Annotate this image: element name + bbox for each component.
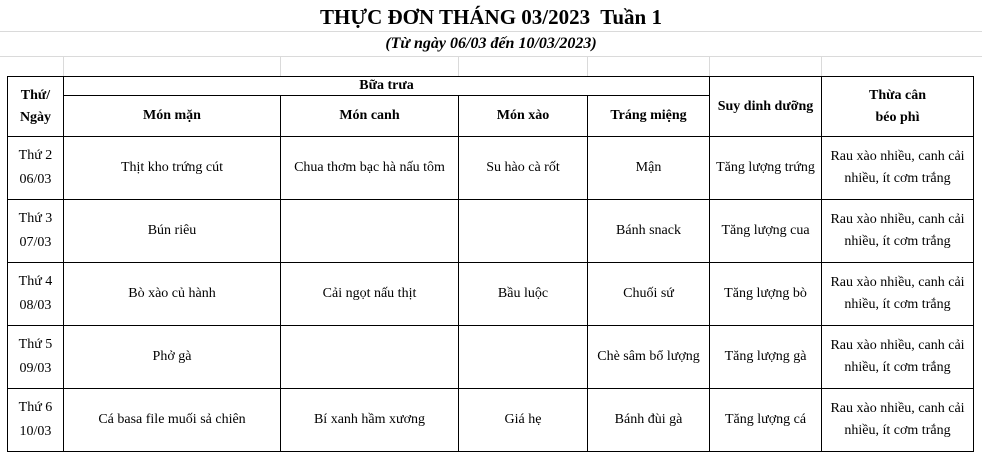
main-dish-header: Món mặn xyxy=(64,96,281,137)
overweight-line1: Rau xào nhiều, canh cải xyxy=(830,401,965,416)
overweight-header-line2: béo phì xyxy=(875,109,920,125)
overweight-cell xyxy=(822,137,974,200)
main-dish-cell: Cá basa file muối sả chiên xyxy=(64,389,281,452)
day-header-line2: Ngày xyxy=(19,109,52,125)
dessert-cell: Bánh snack xyxy=(588,200,710,263)
table-row xyxy=(8,389,974,452)
day-cell xyxy=(8,137,64,200)
stir-fry-header: Món xào xyxy=(459,96,588,137)
overweight-cell xyxy=(822,389,974,452)
dessert-cell: Chè sâm bổ lượng xyxy=(588,326,710,389)
overweight-line1: Rau xào nhiều, canh cải xyxy=(830,149,965,164)
day-cell xyxy=(8,326,64,389)
weekly-menu-table xyxy=(7,76,974,452)
day-header xyxy=(8,77,64,137)
main-dish-cell: Bún riêu xyxy=(64,200,281,263)
stir-fry-cell: Giá hẹ xyxy=(459,389,588,452)
overweight-line1: Rau xào nhiều, canh cải xyxy=(830,212,965,227)
stir-fry-cell xyxy=(459,326,588,389)
day-date: 06/03 xyxy=(19,172,52,187)
day-date: 07/03 xyxy=(19,235,52,250)
malnutrition-header: Suy dinh dưỡng xyxy=(710,77,822,137)
main-dish-cell: Phở gà xyxy=(64,326,281,389)
day-cell xyxy=(8,200,64,263)
overweight-cell xyxy=(822,326,974,389)
overweight-line2: nhiều, ít cơm trắng xyxy=(844,423,951,438)
malnutrition-cell: Tăng lượng trứng xyxy=(710,137,822,200)
malnutrition-cell: Tăng lượng bò xyxy=(710,263,822,326)
stir-fry-cell: Su hào cà rốt xyxy=(459,137,588,200)
soup-cell: Cải ngọt nấu thịt xyxy=(281,263,459,326)
dessert-cell: Chuối sứ xyxy=(588,263,710,326)
main-dish-cell: Thịt kho trứng cút xyxy=(64,137,281,200)
soup-cell: Chua thơm bạc hà nấu tôm xyxy=(281,137,459,200)
overweight-cell xyxy=(822,263,974,326)
soup-header: Món canh xyxy=(281,96,459,137)
malnutrition-cell: Tăng lượng cá xyxy=(710,389,822,452)
gridline xyxy=(709,56,710,76)
day-cell xyxy=(8,263,64,326)
lunch-group-header: Bữa trưa xyxy=(64,77,710,96)
header-row-top xyxy=(8,77,974,96)
dessert-cell: Mận xyxy=(588,137,710,200)
gridline xyxy=(280,56,281,76)
overweight-line2: nhiều, ít cơm trắng xyxy=(844,171,951,186)
soup-cell xyxy=(281,326,459,389)
overweight-line2: nhiều, ít cơm trắng xyxy=(844,234,951,249)
malnutrition-cell: Tăng lượng gà xyxy=(710,326,822,389)
soup-cell: Bí xanh hầm xương xyxy=(281,389,459,452)
date-range-subtitle: (Từ ngày 06/03 đến 10/03/2023) xyxy=(385,35,597,52)
table-row xyxy=(8,326,974,389)
dessert-cell: Bánh đùi gà xyxy=(588,389,710,452)
day-header-line1: Thứ/ xyxy=(20,87,51,103)
overweight-cell xyxy=(822,200,974,263)
day-date: 10/03 xyxy=(19,424,52,439)
overweight-line2: nhiều, ít cơm trắng xyxy=(844,297,951,312)
gridline xyxy=(63,56,64,76)
day-name: Thứ 2 xyxy=(18,148,53,163)
overweight-line2: nhiều, ít cơm trắng xyxy=(844,360,951,375)
main-dish-cell: Bò xào củ hành xyxy=(64,263,281,326)
malnutrition-cell: Tăng lượng cua xyxy=(710,200,822,263)
day-name: Thứ 6 xyxy=(18,400,53,415)
dessert-header: Tráng miệng xyxy=(588,96,710,137)
soup-cell xyxy=(281,200,459,263)
overweight-line1: Rau xào nhiều, canh cải xyxy=(830,338,965,353)
day-date: 09/03 xyxy=(19,361,52,376)
gridline xyxy=(0,56,982,57)
gridline xyxy=(821,56,822,76)
day-cell xyxy=(8,389,64,452)
menu-title: THỰC ĐƠN THÁNG 03/2023 Tuần 1 xyxy=(320,5,662,29)
table-row xyxy=(8,200,974,263)
gridline xyxy=(587,56,588,76)
overweight-header xyxy=(822,77,974,137)
day-name: Thứ 5 xyxy=(18,337,53,352)
gridline xyxy=(458,56,459,76)
day-date: 08/03 xyxy=(19,298,52,313)
overweight-line1: Rau xào nhiều, canh cải xyxy=(830,275,965,290)
overweight-header-line1: Thừa cân xyxy=(868,87,927,103)
day-name: Thứ 3 xyxy=(18,211,53,226)
stir-fry-cell: Bầu luộc xyxy=(459,263,588,326)
stir-fry-cell xyxy=(459,200,588,263)
table-row xyxy=(8,263,974,326)
day-name: Thứ 4 xyxy=(18,274,53,289)
table-row xyxy=(8,137,974,200)
